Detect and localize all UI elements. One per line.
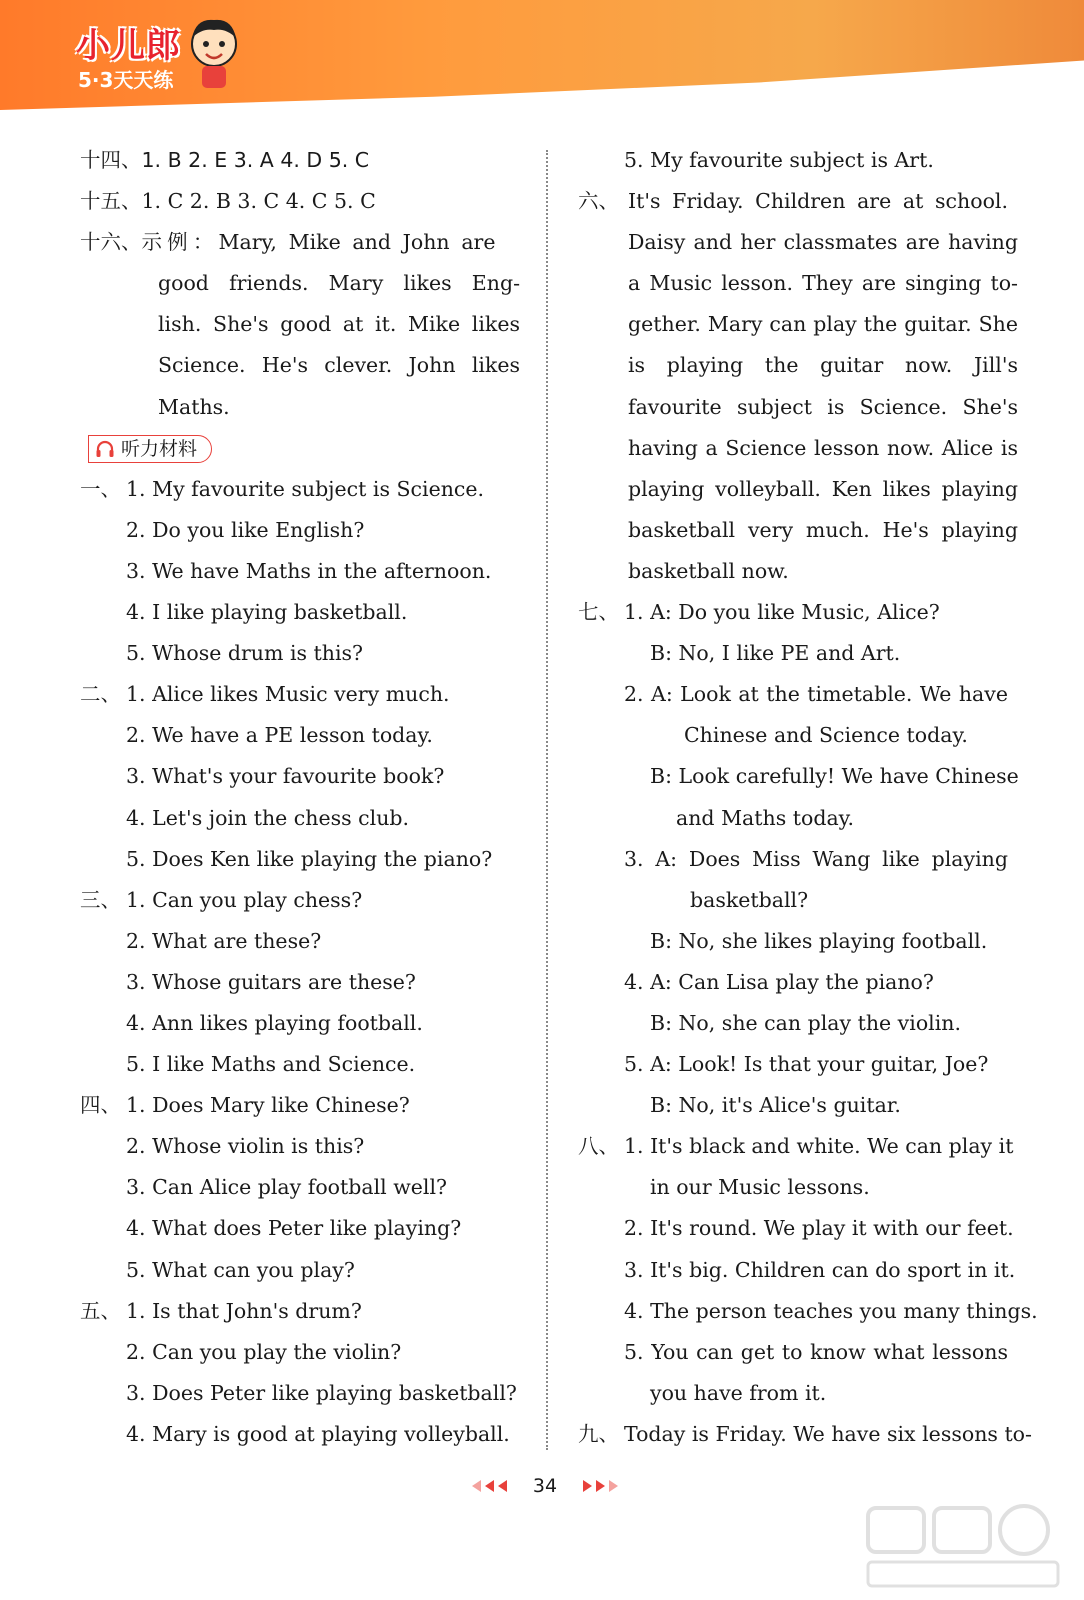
answer-line: a Music lesson. They are singing to- (628, 271, 1018, 296)
answer-line: 十六、示例：Mary, Mike and John are (80, 230, 496, 255)
answer-line: 2. What are these? (126, 928, 322, 953)
answer-line: 5. You can get to know what lessons (624, 1339, 1008, 1364)
answer-line: 六、 It's Friday. Children are at school. (578, 189, 1008, 214)
answer-line: favourite subject is Science. She's (628, 394, 1018, 419)
watermark-icon (864, 1502, 1064, 1592)
answer-line: 3. Whose guitars are these? (126, 969, 416, 994)
answer-line: 5. My favourite subject is Art. (624, 148, 934, 172)
answer-line: 5. Does Ken like playing the piano? (126, 846, 493, 871)
series-title: 5·3天天练 (78, 68, 174, 92)
answer-line: 3. A: Does Miss Wang like playing (624, 846, 1008, 871)
answer-line: 4. Let's join the chess club. (126, 805, 410, 830)
answer-line: Science. He's clever. John likes (158, 353, 520, 378)
answer-line: 八、 1. It's black and white. We can play it (578, 1134, 1014, 1159)
answer-line: basketball now. (628, 558, 789, 583)
page-footer (450, 1474, 640, 1506)
answer-line: B: No, she can play the violin. (650, 1010, 961, 1035)
right-column (578, 140, 1038, 1455)
answer-line: 3. It's big. Children can do sport in it. (624, 1257, 1016, 1282)
answer-line: 4. What does Peter like playing? (126, 1216, 462, 1241)
answer-line: 2. A: Look at the timetable. We have (624, 682, 1008, 707)
answer-line: in our Music lessons. (650, 1175, 870, 1200)
headphones-icon (95, 440, 115, 458)
answer-line: 四、 1. Does Mary like Chinese? (80, 1093, 410, 1118)
answer-line: 5. A: Look! Is that your guitar, Joe? (624, 1052, 989, 1077)
answer-line: 3. What's your favourite book? (126, 764, 445, 789)
answer-line: 3. We have Maths in the afternoon. (126, 558, 492, 583)
answer-line: having a Science lesson now. Alice is (628, 435, 1018, 460)
answer-line: B: No, she likes playing football. (650, 928, 988, 953)
next-arrow-icon (583, 1480, 592, 1492)
answer-line: good friends. Mary likes Eng- (158, 271, 520, 296)
answer-line: 五、 1. Is that John's drum? (80, 1298, 362, 1323)
answer-line: 4. Mary is good at playing volleyball. (126, 1421, 510, 1446)
answer-line: 4. Ann likes playing football. (126, 1010, 423, 1035)
answer-line: basketball very much. He's playing (628, 517, 1018, 542)
answer-line: 2. Do you like English? (126, 517, 365, 542)
answer-line: basketball? (690, 887, 809, 912)
listening-material-label (88, 435, 212, 463)
answer-line: lish. She's good at it. Mike likes (158, 312, 520, 337)
prev-arrow-icon (472, 1480, 481, 1492)
answer-line: gether. Mary can play the guitar. She (628, 312, 1018, 337)
answer-line: B: Look carefully! We have Chinese (650, 764, 1019, 789)
answer-line: playing volleyball. Ken likes playing (628, 476, 1018, 501)
answer-line: 十五、1. C 2. B 3. C 4. C 5. C (80, 189, 376, 214)
answer-line: 3. Can Alice play football well? (126, 1175, 448, 1200)
answer-line: 2. Whose violin is this? (126, 1134, 365, 1159)
mascot-icon (186, 14, 242, 94)
prev-arrow-icon (485, 1480, 494, 1492)
answer-line: 4. A: Can Lisa play the piano? (624, 969, 934, 994)
answer-line: B: No, I like PE and Art. (650, 641, 901, 666)
page-number: 34 (532, 1474, 558, 1497)
answer-line: 5. What can you play? (126, 1257, 355, 1282)
listening-material-text: 听力材料 (121, 437, 198, 460)
answer-line: 九、 Today is Friday. We have six lessons to- (578, 1421, 1032, 1446)
answer-line: 5. I like Maths and Science. (126, 1052, 416, 1077)
answer-line: and Maths today. (676, 805, 855, 830)
answer-line: 三、 1. Can you play chess? (80, 887, 363, 912)
answer-line: Maths. (158, 394, 230, 419)
answer-line: is playing the guitar now. Jill's (628, 353, 1018, 378)
answer-line: 一、 1. My favourite subject is Science. (80, 476, 485, 501)
answer-line: 二、 1. Alice likes Music very much. (80, 682, 450, 707)
answer-line: Chinese and Science today. (684, 723, 968, 748)
answer-line: 2. Can you play the violin? (126, 1339, 402, 1364)
answer-line: 2. We have a PE lesson today. (126, 723, 433, 748)
listening-material-header (80, 428, 520, 469)
answer-line: 3. Does Peter like playing basketball? (126, 1380, 517, 1405)
answer-line: you have from it. (650, 1380, 827, 1405)
next-arrow-icon (596, 1480, 605, 1492)
prev-arrow-icon (498, 1480, 507, 1492)
answer-line: 十四、1. B 2. E 3. A 4. D 5. C (80, 148, 370, 172)
left-column (80, 140, 520, 1455)
brand-logo: 小儿郎 (76, 26, 181, 66)
answer-line: 4. The person teaches you many things. (624, 1298, 1038, 1323)
next-arrow-icon (609, 1480, 618, 1492)
answer-line: 4. I like playing basketball. (126, 600, 408, 625)
answer-line: 七、 1. A: Do you like Music, Alice? (578, 600, 940, 625)
answer-line: Daisy and her classmates are having (628, 230, 1018, 255)
answer-line: 2. It's round. We play it with our feet. (624, 1216, 1014, 1241)
answer-line: B: No, it's Alice's guitar. (650, 1093, 901, 1118)
column-divider (546, 150, 548, 1450)
answer-line: 5. Whose drum is this? (126, 641, 364, 666)
